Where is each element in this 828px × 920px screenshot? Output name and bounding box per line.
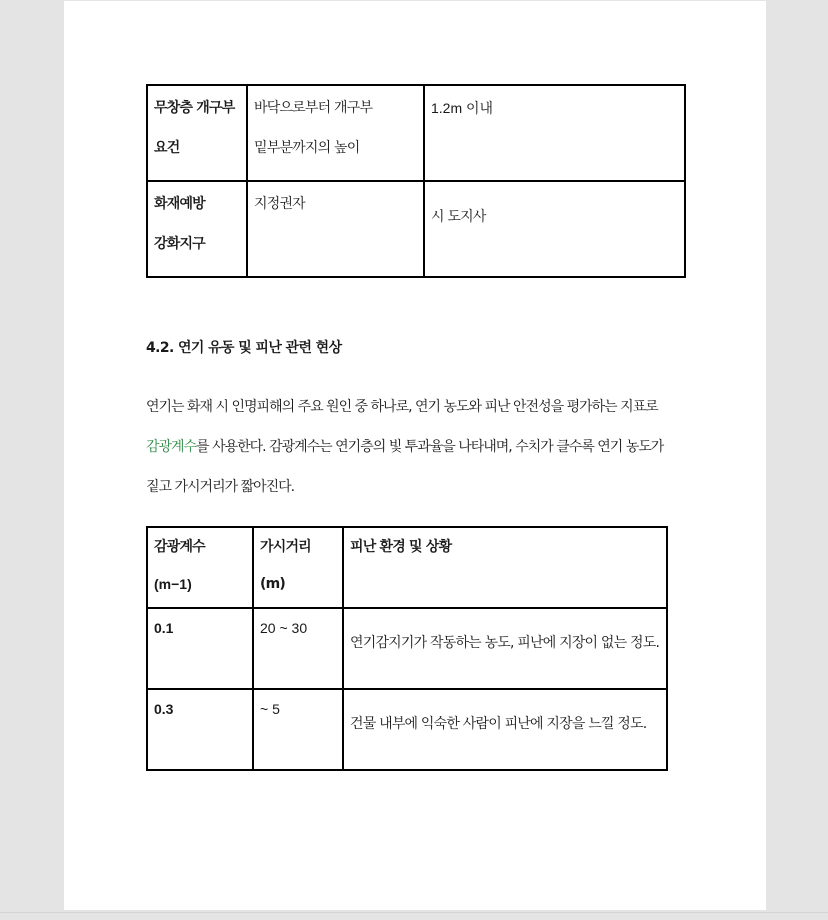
cell-situation <box>343 689 667 770</box>
highlighted-term: 감광계수 <box>146 439 197 455</box>
header-situation <box>343 527 667 608</box>
header-visibility <box>253 527 343 608</box>
situation-text: 건물 내부에 익숙한 사람이 피난에 지장을 느낄 정도. <box>350 716 647 732</box>
situation-text: 연기감지기가 작동하는 농도, 피난에 지장이 없는 정도. <box>350 635 660 651</box>
paragraph-line1: 연기는 화재 시 인명피해의 주요 원인 중 하나로, 연기 농도와 피난 안전성을 평가하는 지표로 <box>146 399 658 415</box>
row-label-line2: 강화지구 <box>154 236 205 252</box>
value-text: 1.2m 이내 <box>431 100 494 116</box>
table-row <box>147 689 667 770</box>
header-coef-line1: 감광계수 <box>154 539 205 555</box>
row-criterion <box>247 181 424 277</box>
cell-situation <box>343 608 667 689</box>
row-label <box>147 181 247 277</box>
value-text: 시 도지사 <box>431 209 486 225</box>
row-value <box>424 181 685 277</box>
table-header-row <box>147 527 667 608</box>
header-situation-text: 피난 환경 및 상황 <box>350 539 452 555</box>
cell-coefficient: 0.1 <box>147 608 253 689</box>
criterion-line2: 밑부분까지의 높이 <box>254 140 360 156</box>
table-row <box>147 608 667 689</box>
cell-visibility: 20 ~ 30 <box>253 608 343 689</box>
section-paragraph <box>146 387 686 507</box>
header-visibility-text: 가시거리 (m) <box>260 539 311 592</box>
fire-regulation-table <box>146 84 686 278</box>
header-coef-line2: (m−1) <box>154 576 192 592</box>
section-heading: 4.2. 연기 유동 및 피난 관련 현상 <box>146 340 342 356</box>
row-label-line1: 무창층 개구부 <box>154 100 235 116</box>
document-page <box>64 1 766 910</box>
page-bottom-divider <box>0 912 828 913</box>
cell-coefficient: 0.3 <box>147 689 253 770</box>
table-row <box>147 181 685 277</box>
row-label-line1: 화재예방 <box>154 196 205 212</box>
criterion-line1: 바닥으로부터 개구부 <box>254 100 373 116</box>
paragraph-line2-rest: 를 사용한다. 감광계수는 연기층의 빛 투과율을 나타내며, 수치가 클수록 연기 농도가 <box>196 439 664 455</box>
table-row <box>147 85 685 181</box>
paragraph-line2 <box>146 427 686 467</box>
cell-visibility: ~ 5 <box>253 689 343 770</box>
extinction-coefficient-table <box>146 526 668 771</box>
criterion-line1: 지정권자 <box>254 196 305 212</box>
header-coefficient <box>147 527 253 608</box>
row-label-line2: 요건 <box>154 140 180 156</box>
row-value <box>424 85 685 181</box>
row-criterion <box>247 85 424 181</box>
row-label <box>147 85 247 181</box>
paragraph-line3: 짙고 가시거리가 짧아진다. <box>146 479 295 495</box>
